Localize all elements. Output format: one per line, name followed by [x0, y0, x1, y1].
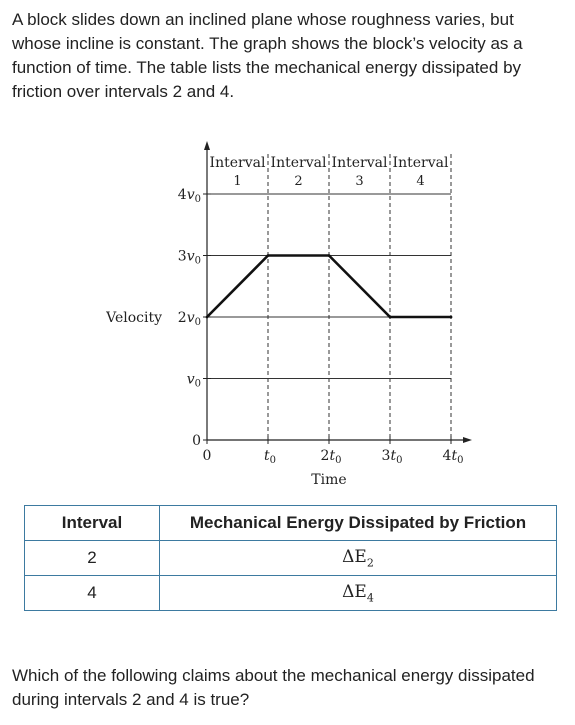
y-tick-label: $4v_0$: [177, 187, 201, 205]
x-axis-arrowhead: [463, 437, 472, 443]
velocity-time-graph: [0, 138, 575, 498]
energy-symbol: $\Delta E_2$: [342, 546, 374, 570]
question-text: Which of the following claims about the mechanical energy dissipated during intervals 2 and 4 is true?: [12, 666, 535, 709]
x-tick-label: 0: [202, 448, 212, 464]
velocity-point: [206, 316, 209, 319]
interval-number: 2: [294, 174, 303, 189]
header-interval: Interval: [25, 506, 160, 541]
velocity-point: [389, 316, 392, 319]
table-header-row: [25, 506, 557, 541]
interval-number: 3: [355, 174, 364, 189]
velocity-point: [450, 316, 453, 319]
y-tick-label: $v_0$: [186, 371, 201, 390]
x-tick-label: $t_0$: [263, 448, 277, 466]
problem-intro: A block slides down an inclined plane whose roughness varies, but whose incline is constant. The graph shows the block’s velocity as a function of time. The table lists the mechanical energy dissipated by friction over intervals 2 and 4.: [12, 10, 523, 101]
energy-cell: [160, 541, 557, 576]
interval-label: Interval: [270, 155, 327, 171]
energy-table: [24, 505, 557, 611]
x-tick-label: $3t_0$: [381, 448, 403, 466]
velocity-point: [328, 254, 331, 257]
energy-symbol: $\Delta E_4$: [342, 581, 374, 605]
y-tick-label: $2v_0$: [177, 310, 201, 328]
interval-number: 1: [233, 174, 242, 189]
interval-cell: 2: [25, 541, 160, 576]
x-tick-label: $4t_0$: [442, 448, 464, 466]
header-energy: Mechanical Energy Dissipated by Friction: [160, 506, 557, 541]
velocity-segment: [207, 256, 268, 318]
interval-number: 4: [416, 174, 425, 189]
velocity-segment: [329, 256, 390, 318]
interval-label: Interval: [331, 155, 388, 171]
y-tick-label: $3v_0$: [177, 248, 201, 267]
y-axis-arrowhead: [204, 141, 210, 150]
table-row: [25, 541, 557, 576]
velocity-point: [267, 254, 270, 257]
y-tick-label: 0: [192, 433, 201, 449]
interval-label: Interval: [209, 155, 266, 171]
interval-cell: 4: [25, 576, 160, 611]
table-row: [25, 576, 557, 611]
x-axis-title: Time: [311, 472, 347, 488]
energy-cell: [160, 576, 557, 611]
x-tick-label: $2t_0$: [320, 448, 342, 466]
interval-label: Interval: [392, 155, 449, 171]
y-axis-title: Velocity: [106, 310, 162, 326]
